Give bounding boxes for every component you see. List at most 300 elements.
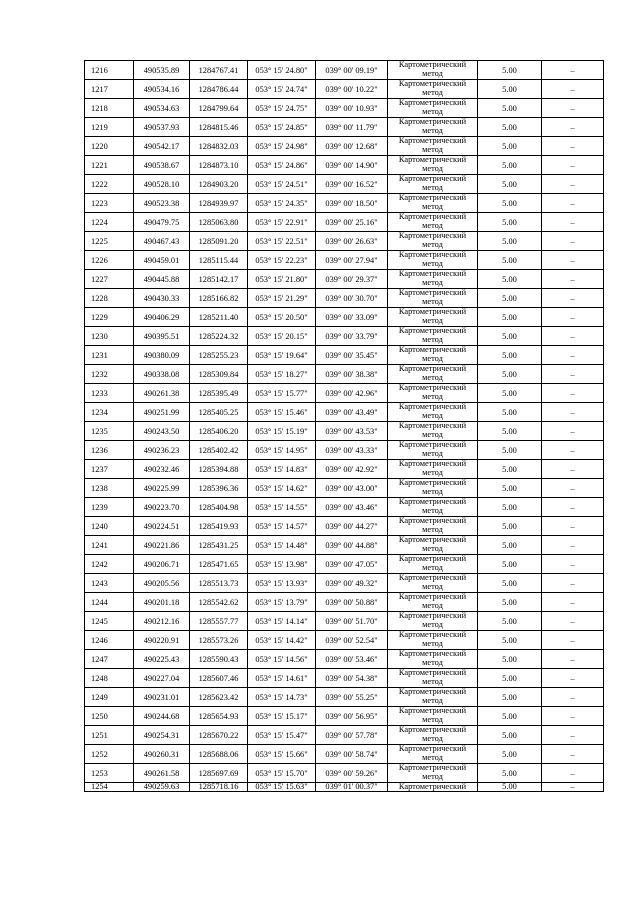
latitude-cell: 053° 15' 13.93": [248, 574, 316, 593]
latitude-cell: 053° 15' 24.75": [248, 99, 316, 118]
coord-x-cell: 490232.46: [134, 460, 190, 479]
note-cell: –: [542, 99, 604, 118]
coord-y-cell: 1285406.20: [190, 422, 248, 441]
method-cell: Картометрический метод: [388, 308, 478, 327]
note-cell: –: [542, 783, 604, 792]
point-number-cell: 1235: [85, 422, 134, 441]
coord-y-cell: 1285402.42: [190, 441, 248, 460]
coord-x-cell: 490259.63: [134, 783, 190, 792]
note-cell: –: [542, 612, 604, 631]
note-cell: –: [542, 536, 604, 555]
longitude-cell: 039° 00' 10.93": [316, 99, 388, 118]
latitude-cell: 053° 15' 13.79": [248, 593, 316, 612]
accuracy-cell: 5.00: [478, 498, 542, 517]
latitude-cell: 053° 15' 14.56": [248, 650, 316, 669]
longitude-cell: 039° 00' 11.79": [316, 118, 388, 137]
accuracy-cell: 5.00: [478, 574, 542, 593]
latitude-cell: 053° 15' 22.23": [248, 251, 316, 270]
accuracy-cell: 5.00: [478, 441, 542, 460]
coord-x-cell: 490338.08: [134, 365, 190, 384]
coord-y-cell: 1285224.32: [190, 327, 248, 346]
accuracy-cell: 5.00: [478, 308, 542, 327]
longitude-cell: 039° 00' 18.50": [316, 194, 388, 213]
accuracy-cell: 5.00: [478, 346, 542, 365]
table-row: [85, 270, 604, 289]
point-number-cell: 1233: [85, 384, 134, 403]
table-row: [85, 422, 604, 441]
table-row: [85, 346, 604, 365]
latitude-cell: 053° 15' 21.29": [248, 289, 316, 308]
coord-x-cell: 490459.01: [134, 251, 190, 270]
coord-y-cell: 1284815.46: [190, 118, 248, 137]
coord-y-cell: 1285431.25: [190, 536, 248, 555]
method-cell: Картометрический метод: [388, 745, 478, 764]
accuracy-cell: 5.00: [478, 118, 542, 137]
longitude-cell: 039° 00' 14.90": [316, 156, 388, 175]
note-cell: –: [542, 726, 604, 745]
latitude-cell: 053° 15' 15.19": [248, 422, 316, 441]
longitude-cell: 039° 00' 29.37": [316, 270, 388, 289]
note-cell: –: [542, 346, 604, 365]
coord-y-cell: 1285166.82: [190, 289, 248, 308]
latitude-cell: 053° 15' 15.70": [248, 764, 316, 783]
latitude-cell: 053° 15' 24.80": [248, 61, 316, 80]
table-row: [85, 384, 604, 403]
table-row: [85, 593, 604, 612]
coordinates-table: [84, 60, 604, 792]
coord-y-cell: 1285607.46: [190, 669, 248, 688]
table-row: [85, 479, 604, 498]
method-cell: Картометрический метод: [388, 384, 478, 403]
latitude-cell: 053° 15' 14.57": [248, 517, 316, 536]
point-number-cell: 1248: [85, 669, 134, 688]
coord-x-cell: 490206.71: [134, 555, 190, 574]
accuracy-cell: 5.00: [478, 175, 542, 194]
latitude-cell: 053° 15' 14.55": [248, 498, 316, 517]
longitude-cell: 039° 00' 57.78": [316, 726, 388, 745]
longitude-cell: 039° 00' 43.53": [316, 422, 388, 441]
accuracy-cell: 5.00: [478, 156, 542, 175]
coord-y-cell: 1284873.10: [190, 156, 248, 175]
method-cell: Картометрический метод: [388, 593, 478, 612]
table-row: [85, 707, 604, 726]
method-cell: Картометрический метод: [388, 99, 478, 118]
coord-y-cell: 1285654.93: [190, 707, 248, 726]
point-number-cell: 1243: [85, 574, 134, 593]
coord-y-cell: 1285063.80: [190, 213, 248, 232]
accuracy-cell: 5.00: [478, 479, 542, 498]
longitude-cell: 039° 00' 25.16": [316, 213, 388, 232]
point-number-cell: 1253: [85, 764, 134, 783]
note-cell: –: [542, 745, 604, 764]
point-number-cell: 1225: [85, 232, 134, 251]
longitude-cell: 039° 00' 33.79": [316, 327, 388, 346]
method-cell: Картометрический метод: [388, 612, 478, 631]
coord-y-cell: 1285255.23: [190, 346, 248, 365]
coord-x-cell: 490225.99: [134, 479, 190, 498]
latitude-cell: 053° 15' 15.66": [248, 745, 316, 764]
note-cell: –: [542, 498, 604, 517]
longitude-cell: 039° 00' 26.63": [316, 232, 388, 251]
latitude-cell: 053° 15' 14.73": [248, 688, 316, 707]
coord-y-cell: 1285091.20: [190, 232, 248, 251]
coord-y-cell: 1284903.20: [190, 175, 248, 194]
coord-y-cell: 1284767.41: [190, 61, 248, 80]
coord-x-cell: 490243.50: [134, 422, 190, 441]
latitude-cell: 053° 15' 22.91": [248, 213, 316, 232]
point-number-cell: 1217: [85, 80, 134, 99]
longitude-cell: 039° 00' 43.49": [316, 403, 388, 422]
method-cell: Картометрический метод: [388, 365, 478, 384]
accuracy-cell: 5.00: [478, 764, 542, 783]
table-row: [85, 232, 604, 251]
coord-x-cell: 490467.43: [134, 232, 190, 251]
coord-x-cell: 490261.58: [134, 764, 190, 783]
method-cell: Картометрический метод: [388, 137, 478, 156]
coordinates-table-body: [85, 61, 604, 792]
note-cell: –: [542, 270, 604, 289]
coord-x-cell: 490395.51: [134, 327, 190, 346]
accuracy-cell: 5.00: [478, 99, 542, 118]
table-row: [85, 403, 604, 422]
coord-y-cell: 1285471.65: [190, 555, 248, 574]
method-cell: Картометрический метод: [388, 422, 478, 441]
latitude-cell: 053° 15' 14.48": [248, 536, 316, 555]
method-cell: Картометрический метод: [388, 80, 478, 99]
point-number-cell: 1244: [85, 593, 134, 612]
coord-y-cell: 1285211.40: [190, 308, 248, 327]
method-cell: Картометрический метод: [388, 460, 478, 479]
note-cell: –: [542, 403, 604, 422]
accuracy-cell: 5.00: [478, 232, 542, 251]
table-row: [85, 99, 604, 118]
longitude-cell: 039° 00' 49.32": [316, 574, 388, 593]
table-row: [85, 327, 604, 346]
accuracy-cell: 5.00: [478, 555, 542, 574]
method-cell: Картометрический метод: [388, 327, 478, 346]
longitude-cell: 039° 00' 27.94": [316, 251, 388, 270]
method-cell: Картометрический метод: [388, 346, 478, 365]
longitude-cell: 039° 01' 00.37": [316, 783, 388, 792]
method-cell: Картометрический метод: [388, 118, 478, 137]
method-cell: Картометрический метод: [388, 156, 478, 175]
accuracy-cell: 5.00: [478, 517, 542, 536]
note-cell: –: [542, 365, 604, 384]
point-number-cell: 1251: [85, 726, 134, 745]
coord-x-cell: 490479.75: [134, 213, 190, 232]
note-cell: –: [542, 479, 604, 498]
latitude-cell: 053° 15' 14.83": [248, 460, 316, 479]
note-cell: –: [542, 213, 604, 232]
latitude-cell: 053° 15' 14.14": [248, 612, 316, 631]
coord-x-cell: 490542.17: [134, 137, 190, 156]
point-number-cell: 1223: [85, 194, 134, 213]
point-number-cell: 1219: [85, 118, 134, 137]
coord-x-cell: 490220.91: [134, 631, 190, 650]
coord-x-cell: 490406.29: [134, 308, 190, 327]
coord-x-cell: 490261.38: [134, 384, 190, 403]
coord-y-cell: 1285309.84: [190, 365, 248, 384]
point-number-cell: 1220: [85, 137, 134, 156]
coord-x-cell: 490537.93: [134, 118, 190, 137]
latitude-cell: 053° 15' 18.27": [248, 365, 316, 384]
latitude-cell: 053° 15' 24.35": [248, 194, 316, 213]
table-row: [85, 289, 604, 308]
point-number-cell: 1232: [85, 365, 134, 384]
point-number-cell: 1252: [85, 745, 134, 764]
coord-x-cell: 490254.31: [134, 726, 190, 745]
longitude-cell: 039° 00' 51.70": [316, 612, 388, 631]
longitude-cell: 039° 00' 33.09": [316, 308, 388, 327]
coord-x-cell: 490221.86: [134, 536, 190, 555]
point-number-cell: 1240: [85, 517, 134, 536]
longitude-cell: 039° 00' 50.88": [316, 593, 388, 612]
coord-x-cell: 490244.68: [134, 707, 190, 726]
table-row: [85, 118, 604, 137]
note-cell: –: [542, 384, 604, 403]
longitude-cell: 039° 00' 30.70": [316, 289, 388, 308]
table-row: [85, 669, 604, 688]
longitude-cell: 039° 00' 44.27": [316, 517, 388, 536]
latitude-cell: 053° 15' 24.98": [248, 137, 316, 156]
coord-x-cell: 490205.56: [134, 574, 190, 593]
longitude-cell: 039° 00' 43.46": [316, 498, 388, 517]
coord-x-cell: 490445.88: [134, 270, 190, 289]
table-row: [85, 137, 604, 156]
note-cell: –: [542, 707, 604, 726]
note-cell: –: [542, 80, 604, 99]
method-cell: Картометрический метод: [388, 574, 478, 593]
coord-y-cell: 1285590.43: [190, 650, 248, 669]
method-cell: Картометрический: [388, 783, 478, 792]
method-cell: Картометрический метод: [388, 650, 478, 669]
latitude-cell: 053° 15' 19.64": [248, 346, 316, 365]
method-cell: Картометрический метод: [388, 498, 478, 517]
method-cell: Картометрический метод: [388, 726, 478, 745]
note-cell: –: [542, 137, 604, 156]
longitude-cell: 039° 00' 52.54": [316, 631, 388, 650]
coord-y-cell: 1285405.25: [190, 403, 248, 422]
note-cell: –: [542, 631, 604, 650]
accuracy-cell: 5.00: [478, 783, 542, 792]
table-row: [85, 726, 604, 745]
coord-y-cell: 1284799.64: [190, 99, 248, 118]
accuracy-cell: 5.00: [478, 61, 542, 80]
point-number-cell: 1254: [85, 783, 134, 792]
table-row: [85, 536, 604, 555]
table-row: [85, 441, 604, 460]
point-number-cell: 1237: [85, 460, 134, 479]
point-number-cell: 1247: [85, 650, 134, 669]
note-cell: –: [542, 289, 604, 308]
accuracy-cell: 5.00: [478, 745, 542, 764]
latitude-cell: 053° 15' 22.51": [248, 232, 316, 251]
coord-x-cell: 490534.63: [134, 99, 190, 118]
table-row: [85, 175, 604, 194]
method-cell: Картометрический метод: [388, 403, 478, 422]
accuracy-cell: 5.00: [478, 403, 542, 422]
point-number-cell: 1221: [85, 156, 134, 175]
longitude-cell: 039° 00' 56.95": [316, 707, 388, 726]
coord-x-cell: 490528.10: [134, 175, 190, 194]
accuracy-cell: 5.00: [478, 593, 542, 612]
table-row: [85, 555, 604, 574]
note-cell: –: [542, 61, 604, 80]
point-number-cell: 1218: [85, 99, 134, 118]
accuracy-cell: 5.00: [478, 251, 542, 270]
coord-x-cell: 490260.31: [134, 745, 190, 764]
latitude-cell: 053° 15' 15.77": [248, 384, 316, 403]
accuracy-cell: 5.00: [478, 612, 542, 631]
point-number-cell: 1230: [85, 327, 134, 346]
accuracy-cell: 5.00: [478, 536, 542, 555]
note-cell: –: [542, 650, 604, 669]
longitude-cell: 039° 00' 43.33": [316, 441, 388, 460]
accuracy-cell: 5.00: [478, 726, 542, 745]
coord-y-cell: 1285542.62: [190, 593, 248, 612]
latitude-cell: 053° 15' 24.85": [248, 118, 316, 137]
note-cell: –: [542, 764, 604, 783]
note-cell: –: [542, 156, 604, 175]
point-number-cell: 1226: [85, 251, 134, 270]
note-cell: –: [542, 574, 604, 593]
point-number-cell: 1222: [85, 175, 134, 194]
latitude-cell: 053° 15' 15.17": [248, 707, 316, 726]
coord-x-cell: 490251.99: [134, 403, 190, 422]
coord-x-cell: 490380.09: [134, 346, 190, 365]
table-row: [85, 745, 604, 764]
method-cell: Картометрический метод: [388, 232, 478, 251]
coord-x-cell: 490523.38: [134, 194, 190, 213]
accuracy-cell: 5.00: [478, 460, 542, 479]
point-number-cell: 1238: [85, 479, 134, 498]
coord-y-cell: 1285513.73: [190, 574, 248, 593]
method-cell: Картометрический метод: [388, 213, 478, 232]
longitude-cell: 039° 00' 47.05": [316, 555, 388, 574]
accuracy-cell: 5.00: [478, 669, 542, 688]
longitude-cell: 039° 00' 38.38": [316, 365, 388, 384]
table-row: [85, 498, 604, 517]
longitude-cell: 039° 00' 35.45": [316, 346, 388, 365]
accuracy-cell: 5.00: [478, 631, 542, 650]
table-row: [85, 783, 604, 792]
longitude-cell: 039° 00' 53.46": [316, 650, 388, 669]
longitude-cell: 039° 00' 42.96": [316, 384, 388, 403]
coord-y-cell: 1284832.03: [190, 137, 248, 156]
point-number-cell: 1224: [85, 213, 134, 232]
coord-x-cell: 490534.16: [134, 80, 190, 99]
longitude-cell: 039° 00' 09.19": [316, 61, 388, 80]
point-number-cell: 1246: [85, 631, 134, 650]
point-number-cell: 1250: [85, 707, 134, 726]
latitude-cell: 053° 15' 15.63": [248, 783, 316, 792]
accuracy-cell: 5.00: [478, 289, 542, 308]
method-cell: Картометрический метод: [388, 251, 478, 270]
point-number-cell: 1231: [85, 346, 134, 365]
method-cell: Картометрический метод: [388, 764, 478, 783]
note-cell: –: [542, 327, 604, 346]
coord-x-cell: 490225.43: [134, 650, 190, 669]
accuracy-cell: 5.00: [478, 422, 542, 441]
table-row: [85, 308, 604, 327]
point-number-cell: 1228: [85, 289, 134, 308]
table-row: [85, 650, 604, 669]
latitude-cell: 053° 15' 20.15": [248, 327, 316, 346]
method-cell: Картометрический метод: [388, 175, 478, 194]
longitude-cell: 039° 00' 43.00": [316, 479, 388, 498]
table-row: [85, 631, 604, 650]
table-row: [85, 194, 604, 213]
table-row: [85, 213, 604, 232]
coord-y-cell: 1285688.06: [190, 745, 248, 764]
table-row: [85, 80, 604, 99]
coord-x-cell: 490236.23: [134, 441, 190, 460]
method-cell: Картометрический метод: [388, 441, 478, 460]
latitude-cell: 053° 15' 20.50": [248, 308, 316, 327]
method-cell: Картометрический метод: [388, 555, 478, 574]
method-cell: Картометрический метод: [388, 61, 478, 80]
longitude-cell: 039° 00' 10.22": [316, 80, 388, 99]
coord-x-cell: 490535.89: [134, 61, 190, 80]
longitude-cell: 039° 00' 12.68": [316, 137, 388, 156]
coord-x-cell: 490227.04: [134, 669, 190, 688]
method-cell: Картометрический метод: [388, 631, 478, 650]
note-cell: –: [542, 460, 604, 479]
method-cell: Картометрический метод: [388, 270, 478, 289]
point-number-cell: 1239: [85, 498, 134, 517]
method-cell: Картометрический метод: [388, 688, 478, 707]
coordinates-table-container: [84, 60, 603, 792]
coord-y-cell: 1284939.97: [190, 194, 248, 213]
accuracy-cell: 5.00: [478, 688, 542, 707]
note-cell: –: [542, 593, 604, 612]
method-cell: Картометрический метод: [388, 669, 478, 688]
point-number-cell: 1249: [85, 688, 134, 707]
point-number-cell: 1245: [85, 612, 134, 631]
note-cell: –: [542, 118, 604, 137]
latitude-cell: 053° 15' 24.86": [248, 156, 316, 175]
coord-x-cell: 490223.70: [134, 498, 190, 517]
note-cell: –: [542, 441, 604, 460]
longitude-cell: 039° 00' 58.74": [316, 745, 388, 764]
coord-y-cell: 1285419.93: [190, 517, 248, 536]
coord-y-cell: 1285115.44: [190, 251, 248, 270]
longitude-cell: 039° 00' 16.52": [316, 175, 388, 194]
coord-y-cell: 1285557.77: [190, 612, 248, 631]
accuracy-cell: 5.00: [478, 327, 542, 346]
note-cell: –: [542, 422, 604, 441]
method-cell: Картометрический метод: [388, 536, 478, 555]
accuracy-cell: 5.00: [478, 213, 542, 232]
table-row: [85, 574, 604, 593]
table-row: [85, 251, 604, 270]
accuracy-cell: 5.00: [478, 365, 542, 384]
note-cell: –: [542, 669, 604, 688]
latitude-cell: 053° 15' 13.98": [248, 555, 316, 574]
latitude-cell: 053° 15' 14.61": [248, 669, 316, 688]
latitude-cell: 053° 15' 14.95": [248, 441, 316, 460]
latitude-cell: 053° 15' 24.51": [248, 175, 316, 194]
point-number-cell: 1236: [85, 441, 134, 460]
latitude-cell: 053° 15' 14.62": [248, 479, 316, 498]
accuracy-cell: 5.00: [478, 80, 542, 99]
coord-y-cell: 1285670.22: [190, 726, 248, 745]
table-row: [85, 61, 604, 80]
note-cell: –: [542, 555, 604, 574]
latitude-cell: 053° 15' 21.80": [248, 270, 316, 289]
accuracy-cell: 5.00: [478, 137, 542, 156]
note-cell: –: [542, 232, 604, 251]
